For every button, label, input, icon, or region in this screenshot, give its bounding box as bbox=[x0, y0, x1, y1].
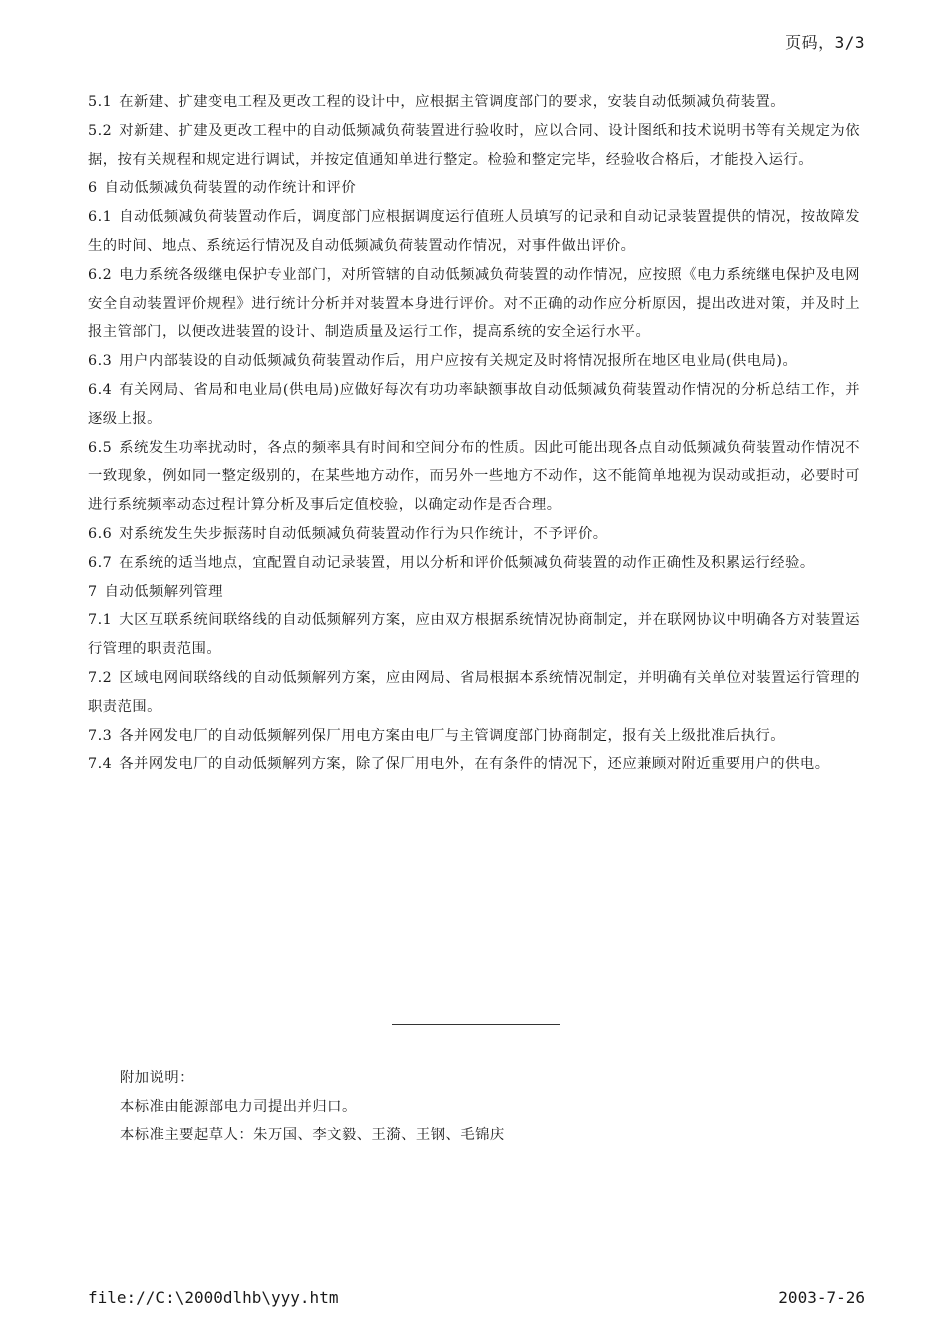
clause-6-7 bbox=[88, 549, 860, 578]
clause-text: 用户内部装设的自动低频减负荷装置动作后，用户应按有关规定及时将情况报所在地区电业局(供电局)。 bbox=[119, 353, 798, 370]
clause-number: 7.1 bbox=[88, 612, 113, 629]
clause-number: 7.4 bbox=[88, 756, 113, 773]
clause-6-1 bbox=[88, 203, 860, 261]
clause-text: 各并网发电厂的自动低频解列方案，除了保厂用电外，在有条件的情况下，还应兼顾对附近重要用户的供电。 bbox=[119, 756, 830, 773]
clause-text: 在新建、扩建变电工程及更改工程的设计中，应根据主管调度部门的要求，安装自动低频减负荷装置。 bbox=[119, 94, 786, 110]
clause-6-2 bbox=[88, 261, 860, 347]
clause-7-3 bbox=[88, 722, 860, 751]
clause-6-4 bbox=[88, 376, 860, 434]
clause-text: 对新建、扩建及更改工程中的自动低频减负荷装置进行验收时，应以合同、设计图纸和技术说明书等有关规定为依据，按有关规程和规定进行调试，并按定值通知单进行整定。检验和整定完毕，经验收合格后，才能投入运行。 bbox=[88, 122, 860, 168]
clause-text: 大区互联系统间联络线的自动低频解列方案，应由双方根据系统情况协商制定，并在联网协议中明确各方对装置运行管理的职责范围。 bbox=[88, 612, 860, 658]
clause-number: 6.4 bbox=[88, 381, 113, 398]
clause-text: 有关网局、省局和电业局(供电局)应做好每次有功功率缺额事故自动低频减负荷装置动作情况的分析总结工作，并逐级上报。 bbox=[88, 381, 860, 427]
section-7-heading bbox=[88, 578, 860, 607]
clause-7-4 bbox=[88, 750, 860, 779]
clause-number: 5.2 bbox=[88, 122, 113, 139]
clause-text: 电力系统各级继电保护专业部门，对所管辖的自动低频减负荷装置的动作情况，应按照《电力系统继电保护及电网安全自动装置评价规程》进行统计分析并对装置本身进行评价。对不正确的动作应分析原因，提出改进对策，并及时上报主管部门，以便改进装置的设计、制造质量及运行工作，提高系统的安全运行水平。 bbox=[88, 266, 860, 341]
clause-number: 6.5 bbox=[88, 439, 113, 456]
appendix-drafters: 本标准主要起草人：朱万国、李文毅、王漪、王钢、毛锦庆 bbox=[120, 1127, 505, 1143]
section-title: 自动低频解列管理 bbox=[104, 583, 223, 600]
footer-file-path: file://C:\2000dlhb\yyy.htm bbox=[88, 1288, 339, 1307]
clause-7-2 bbox=[88, 664, 860, 722]
clause-number: 6.7 bbox=[88, 554, 113, 571]
clause-number: 7.3 bbox=[88, 727, 113, 744]
clause-text: 自动低频减负荷装置动作后，调度部门应根据调度运行值班人员填写的记录和自动记录装置提供的情况，按故障发生的时间、地点、系统运行情况及自动低频减负荷装置动作情况，对事件做出评价。 bbox=[88, 209, 860, 254]
clause-text: 区域电网间联络线的自动低频解列方案，应由网局、省局根据本系统情况制定，并明确有关单位对装置运行管理的职责范围。 bbox=[88, 669, 860, 715]
clause-7-1 bbox=[88, 606, 860, 664]
clause-6-3 bbox=[88, 347, 860, 376]
clause-5-1 bbox=[88, 88, 860, 117]
section-6-heading bbox=[88, 174, 860, 203]
footer-date: 2003-7-26 bbox=[778, 1288, 865, 1307]
clause-6-5 bbox=[88, 434, 860, 520]
clause-number: 6.2 bbox=[88, 266, 113, 283]
clause-text: 对系统发生失步振荡时自动低频减负荷装置动作行为只作统计，不予评价。 bbox=[119, 525, 608, 542]
clause-5-2 bbox=[88, 117, 860, 175]
clause-text: 系统发生功率扰动时，各点的频率具有时间和空间分布的性质。因此可能出现各点自动低频减负荷装置动作情况不一致现象，例如同一整定级别的，在某些地方动作，而另外一些地方不动作，这不能简单地视为误动或拒动，必要时可进行系统频率动态过程计算分析及事后定值校验，以确定动作是否合理。 bbox=[88, 439, 860, 514]
document-body bbox=[88, 88, 860, 779]
appendix-proposer: 本标准由能源部电力司提出并归口。 bbox=[120, 1098, 357, 1115]
appendix-notes bbox=[120, 1064, 505, 1150]
clause-number: 5.1 bbox=[88, 94, 113, 110]
end-divider bbox=[392, 1024, 560, 1025]
section-title: 自动低频减负荷装置的动作统计和评价 bbox=[104, 180, 357, 197]
clause-6-6 bbox=[88, 520, 860, 549]
appendix-heading: 附加说明： bbox=[120, 1070, 194, 1086]
clause-number: 6.3 bbox=[88, 353, 113, 370]
clause-number: 6.6 bbox=[88, 525, 113, 542]
section-number: 6 bbox=[88, 180, 98, 197]
section-number: 7 bbox=[88, 583, 98, 600]
clause-number: 7.2 bbox=[88, 669, 113, 686]
page-number: 页码，3/3 bbox=[785, 33, 865, 52]
clause-text: 在系统的适当地点，宜配置自动记录装置，用以分析和评价低频减负荷装置的动作正确性及积累运行经验。 bbox=[119, 554, 815, 571]
clause-text: 各并网发电厂的自动低频解列保厂用电方案由电厂与主管调度部门协商制定，报有关上级批准后执行。 bbox=[119, 727, 786, 744]
clause-number: 6.1 bbox=[88, 209, 113, 226]
